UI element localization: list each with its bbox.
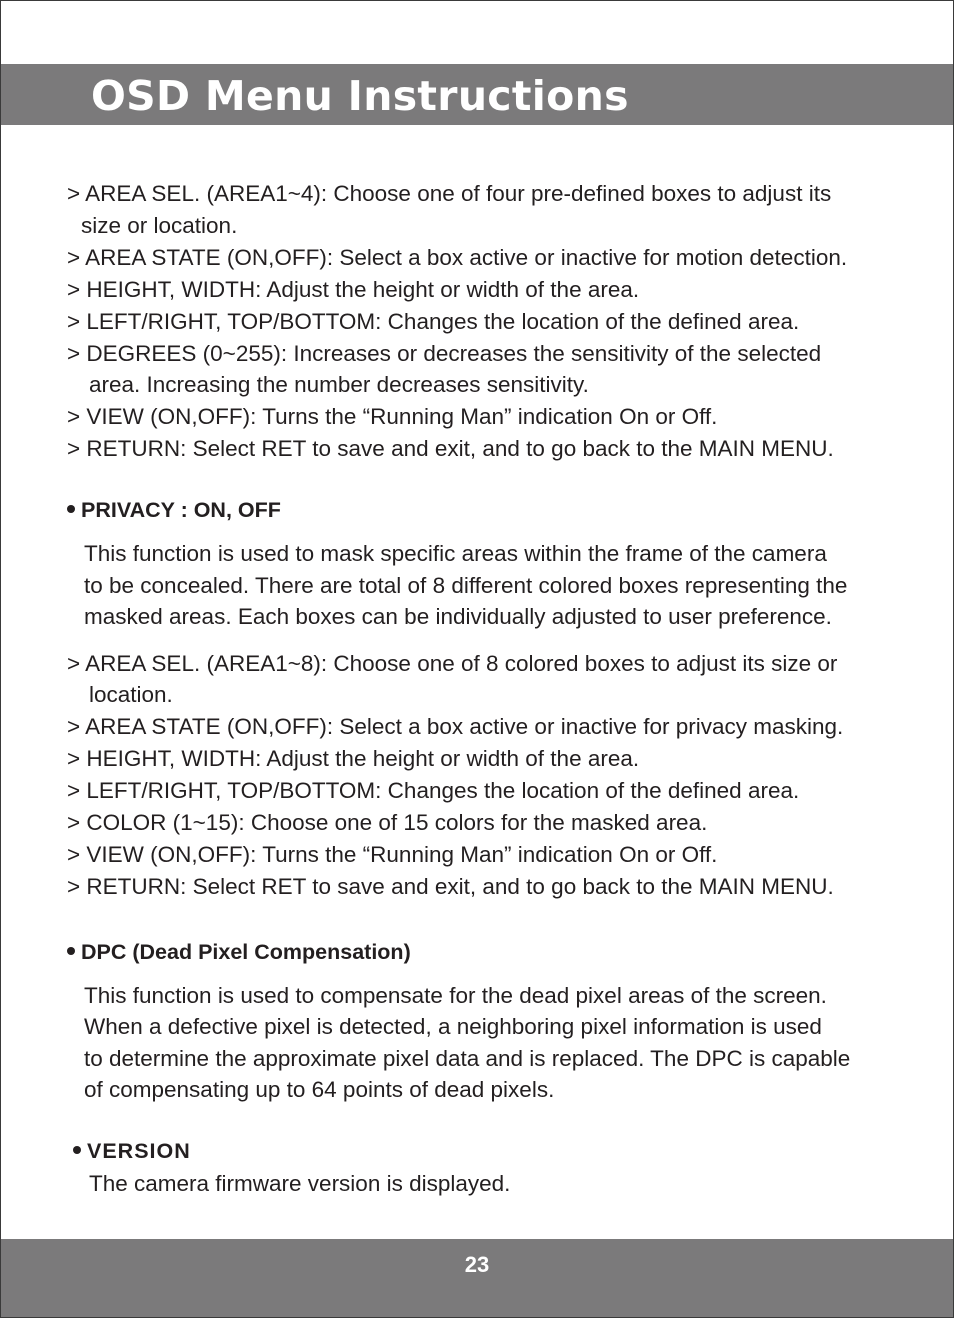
dpc-description-line: This function is used to compensate for the dead pixel areas of the screen. [84,983,827,1008]
dpc-heading-text: DPC (Dead Pixel Compensation) [81,940,411,964]
privacy-item-area-state: > AREA STATE (ON,OFF): Select a box active or inactive for privacy masking. [67,714,844,739]
page-title: OSD Menu Instructions [91,72,629,120]
page-number: 23 [464,1252,490,1277]
privacy-item-return: > RETURN: Select RET to save and exit, and to go back to the MAIN MENU. [67,874,834,899]
privacy-item-area-sel: > AREA SEL. (AREA1~8): Choose one of 8 colored boxes to adjust its size or [67,651,838,676]
privacy-item-area-sel-cont: location. [89,682,173,707]
privacy-description-line: to be concealed. There are total of 8 different colored boxes representing the [84,573,848,598]
privacy-heading [67,496,281,524]
bullet-icon [73,1146,81,1154]
privacy-heading-text: PRIVACY : ON, OFF [81,498,281,522]
dpc-description-line: to determine the approximate pixel data and is replaced. The DPC is capable [84,1046,851,1071]
bullet-icon [67,505,75,513]
motion-item-view: > VIEW (ON,OFF): Turns the “Running Man” indication On or Off. [67,404,718,429]
privacy-item-height-width: > HEIGHT, WIDTH: Adjust the height or width of the area. [67,746,640,771]
privacy-item-left-right: > LEFT/RIGHT, TOP/BOTTOM: Changes the location of the defined area. [67,778,800,803]
motion-item-area-sel: > AREA SEL. (AREA1~4): Choose one of four pre-defined boxes to adjust its [67,181,832,206]
bullet-icon [67,947,75,955]
privacy-description-line: masked areas. Each boxes can be individually adjusted to user preference. [84,604,832,629]
privacy-item-color: > COLOR (1~15): Choose one of 15 colors for the masked area. [67,810,708,835]
footer-bar [1,1239,953,1317]
dpc-heading [67,938,411,966]
motion-item-degrees: > DEGREES (0~255): Increases or decreases the sensitivity of the selected [67,341,822,366]
motion-item-degrees-cont: area. Increasing the number decreases sensitivity. [89,372,589,397]
version-heading-text: VERSION [87,1139,191,1163]
privacy-item-view: > VIEW (ON,OFF): Turns the “Running Man” indication On or Off. [67,842,718,867]
motion-item-area-sel-cont: size or location. [81,213,238,238]
motion-item-area-state: > AREA STATE (ON,OFF): Select a box active or inactive for motion detection. [67,245,848,270]
motion-item-return: > RETURN: Select RET to save and exit, and to go back to the MAIN MENU. [67,436,834,461]
version-heading [73,1137,191,1165]
privacy-description-line: This function is used to mask specific areas within the frame of the camera [84,541,827,566]
version-description: The camera firmware version is displayed. [89,1171,511,1196]
dpc-description-line: When a defective pixel is detected, a neighboring pixel information is used [84,1014,822,1039]
motion-item-height-width: > HEIGHT, WIDTH: Adjust the height or width of the area. [67,277,640,302]
dpc-description-line: of compensating up to 64 points of dead pixels. [84,1077,555,1102]
header-bar [1,64,953,125]
motion-item-left-right: > LEFT/RIGHT, TOP/BOTTOM: Changes the location of the defined area. [67,309,800,334]
